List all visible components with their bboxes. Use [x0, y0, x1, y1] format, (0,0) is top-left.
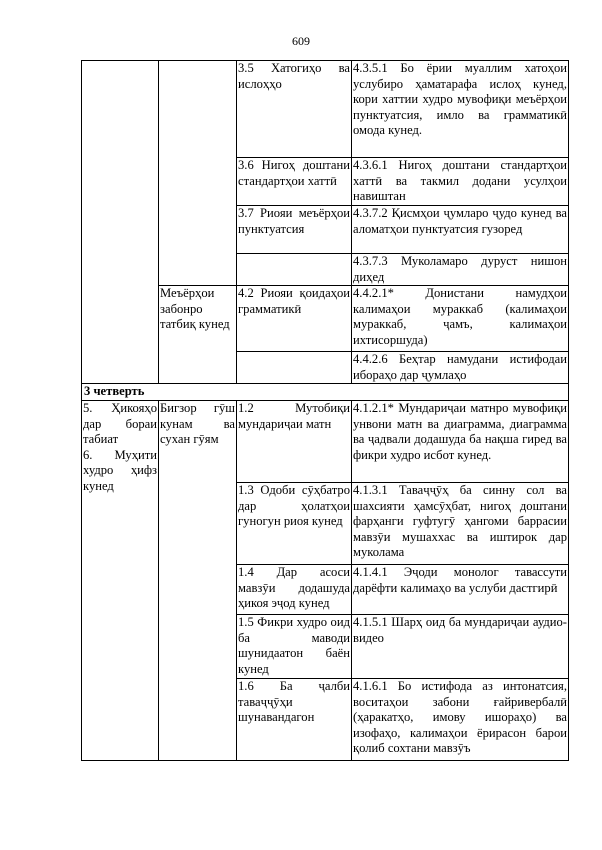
topic-cell: 1.4 Дар асоси мавзӯи додашуда ҳикоя эҷод кунед: [237, 564, 352, 614]
objective-cell: 4.1.6.1 Бо истифода аз интонатсия, воситаҳои забони ғайривербалӣ (ҳаракатҳо, имову ишораҳо) ва изофаҳо, калимаҳои ёрирасон барои қолиб сохтани мавзӯъ: [352, 678, 569, 760]
quarter-header-row: [82, 384, 569, 401]
topic-cell: 3.6 Нигоҳ доштани стандартҳои хаттӣ: [237, 158, 352, 206]
topic-cell: 3.7 Риояи меъёрҳои пунктуатсия: [237, 206, 352, 254]
topic-cell: 4.2 Риояи қоидаҳои грамматикӣ: [237, 286, 352, 352]
page-number: 609: [292, 34, 310, 48]
table-row: [82, 61, 569, 158]
objective-cell: 4.1.3.1 Таваҷҷӯҳ ба синну сол ва шахсияти ҳамсӯҳбат, нигоҳ доштани фарҳанги гуфтугӯ ҳангоми баррасии мавзӯи мушаххас ва иштирок дар муколама: [352, 482, 569, 564]
table-row: [82, 400, 569, 482]
topic-cell-empty: [237, 352, 352, 384]
objective-cell: 4.4.2.6 Беҳтар намудани истифодаи ибораҳо дар ҷумлаҳо: [352, 352, 569, 384]
objective-cell: 4.4.2.1* Донистани намудҳои калимаҳои мураккаб (калимаҳои мураккаб, ҷамъ, калимаҳои ихтисоршуда): [352, 286, 569, 352]
objective-cell: 4.3.6.1 Нигоҳ доштани стандартҳои хаттӣ ва такмил додани усулҳои навиштан: [352, 158, 569, 206]
objective-cell: 4.1.2.1* Мундариҷаи матнро мувофиқи унвони матн ва диаграмма, диаграмма ва ҷадвали додашуда ба нақша гиред ва фикри худро исбот кунед.: [352, 400, 569, 482]
objective-cell: 4.1.4.1 Эҷоди монолог тавассути дарёфти калимаҳо ва услуби дастгирӣ: [352, 564, 569, 614]
topic-cell: 1.5 Фикри худро оид ба маводи шунидаатон баён кунед: [237, 614, 352, 678]
objective-cell: 4.3.7.3 Муколамаро дуруст нишон диҳед: [352, 254, 569, 286]
topic-cell: 1.3 Одоби сӯҳбатро дар ҳолатҳои гуногун риоя кунед: [237, 482, 352, 564]
objective-cell: 4.3.5.1 Бо ёрии муаллим хатоҳои услубиро ҳаматарафа ислоҳ кунед, кори хаттии худро мувофиқи меъёрҳои пунктуатсия, имло ва грамматикӣ омода кунед.: [352, 61, 569, 158]
topic-cell-empty: [237, 254, 352, 286]
curriculum-table: [81, 60, 569, 761]
skill-cell: Меъёрҳои забонро татбиқ кунед: [159, 286, 237, 384]
theme-cell-empty: [82, 61, 159, 384]
topic-cell: 3.5 Хатогиҳо ва ислоҳҳо: [237, 61, 352, 158]
objective-cell: 4.1.5.1 Шарҳ оид ба мундариҷаи аудио-видео: [352, 614, 569, 678]
quarter-label: 3 четверть: [82, 384, 569, 401]
objective-cell: 4.3.7.2 Қисмҳои ҷумларо ҷудо кунед ва аломатҳои пунктуатсия гузоред: [352, 206, 569, 254]
topic-cell: 1.2 Мутобиқи мундариҷаи матн: [237, 400, 352, 482]
topic-cell: 1.6 Ба ҷалби таваҷҷӯҳи шунавандагон: [237, 678, 352, 760]
skill-cell-empty: [159, 61, 237, 286]
theme-cell: 5. Ҳикояҳо дар бораи табиат 6. Муҳити худро ҳифз кунед: [82, 400, 159, 760]
skill-cell: Бигзор гӯш кунам ва сухан гӯям: [159, 400, 237, 760]
